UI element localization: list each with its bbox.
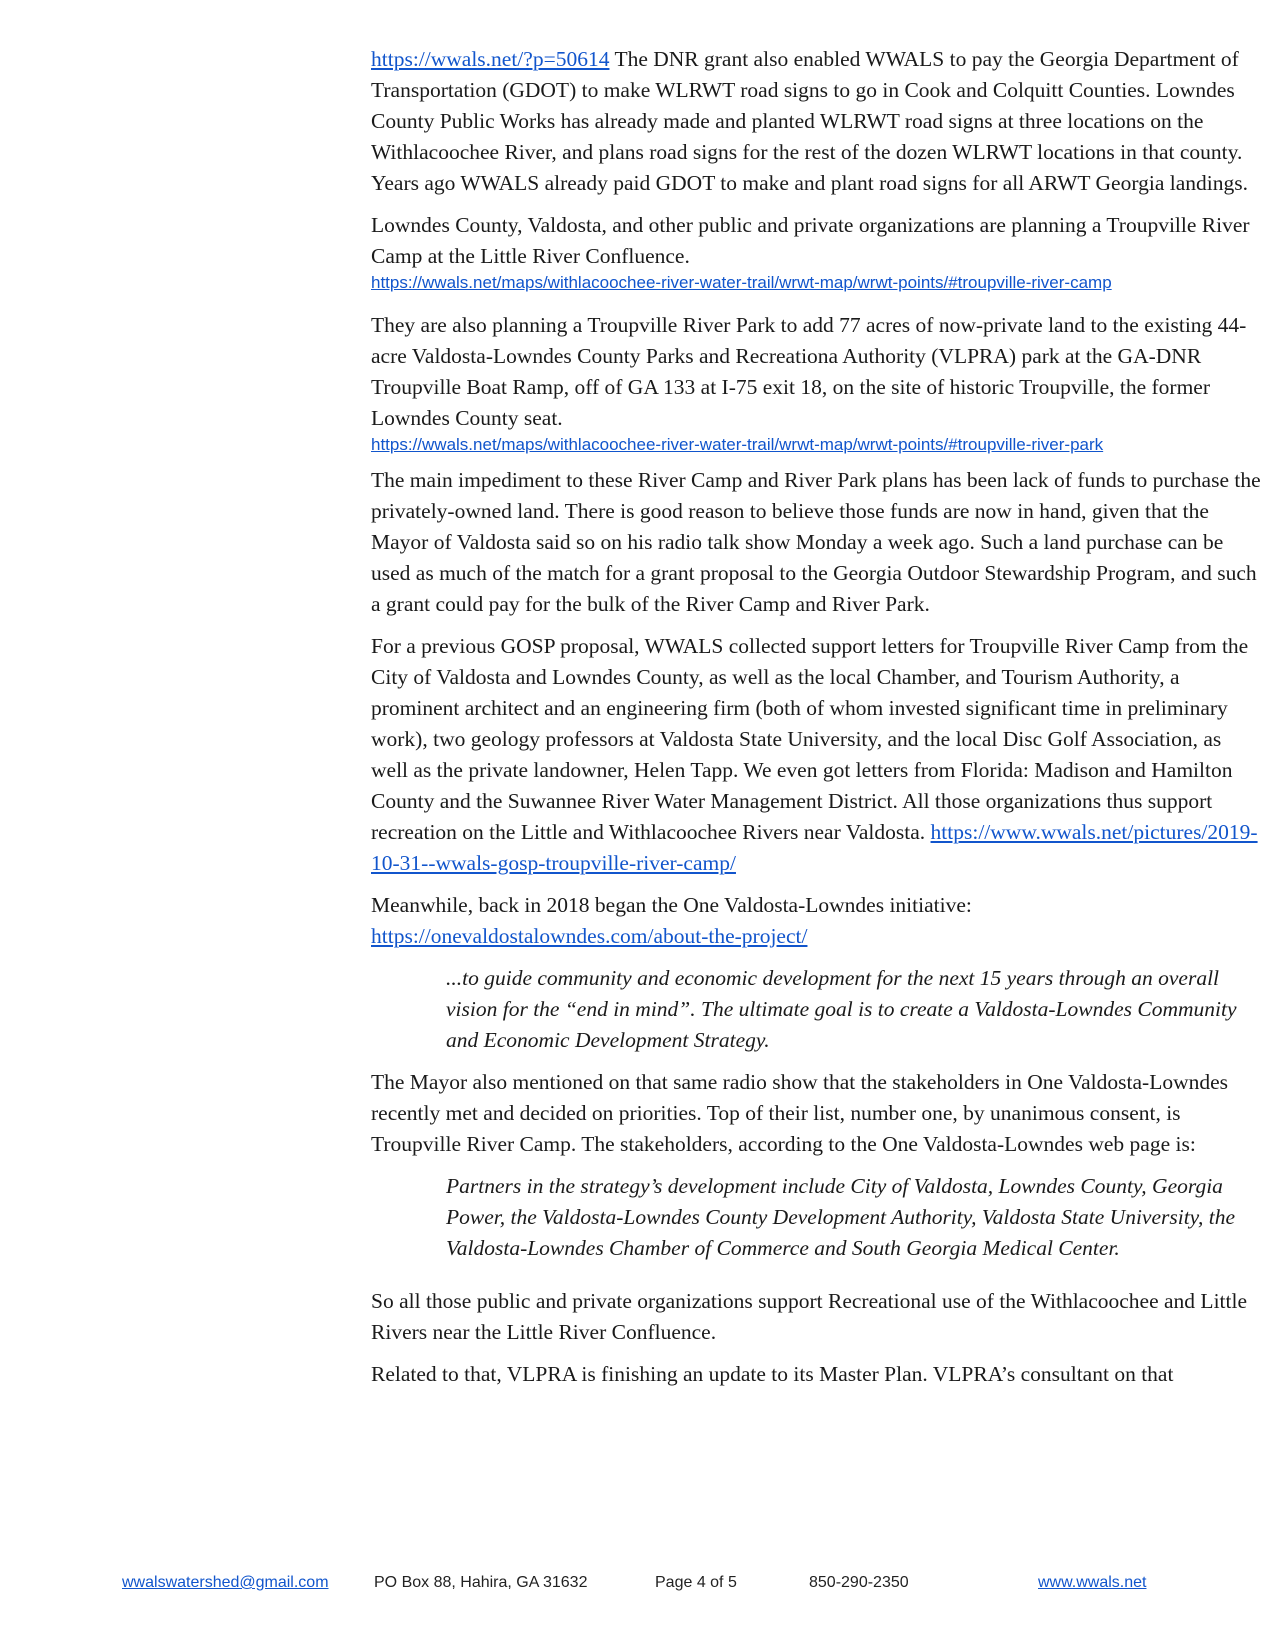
link-wwals-p50614[interactable]: https://wwals.net/?p=50614 — [371, 47, 610, 71]
link-gosp-troupville-pictures[interactable]: https://www.wwals.net/pictures/2019-10-31--wwals-gosp-troupville-river-camp/ — [371, 820, 1258, 875]
paragraph-gosp-proposal-text: For a previous GOSP proposal, WWALS collected support letters for Troupville River Camp from the City of Valdosta and Lowndes County, as well as the local Chamber, and Tourism Authority, a prominent architect and an engineering firm (both of whom invested significant time in preliminary work), two geology professors at Valdosta State University, and the local Disc Golf Association, as well as the private landowner, Helen Tapp. We even got letters from Florida: Madison and Hamilton County and the Suwannee River Water Management District. All those organizations thus support recreation on the Little and Withlacoochee Rivers near Valdosta. — [371, 634, 1249, 844]
quote-partners: Partners in the strategy’s development include City of Valdosta, Lowndes County, Georgia Power, the Valdosta-Lowndes County Development Authority, Valdosta State University, the Valdosta-Lowndes Chamber of Commerce and South Georgia Medical Center. — [446, 1174, 1236, 1260]
paragraph-master-plan: Related to that, VLPRA is finishing an update to its Master Plan. VLPRA’s consultant on that — [371, 1362, 1174, 1386]
paragraph-gosp-proposal — [371, 631, 1261, 879]
link-troupville-river-camp[interactable]: https://wwals.net/maps/withlacoochee-river-water-trail/wrwt-map/wrwt-points/#troupville-river-camp — [371, 273, 1112, 292]
paragraph-troupville-camp: Lowndes County, Valdosta, and other public and private organizations are planning a Troupville River Camp at the Little River Confluence. — [371, 213, 1250, 268]
paragraph-support-recreation: So all those public and private organizations support Recreational use of the Withlacoochee and Little Rivers near the Little River Confluence. — [371, 1289, 1247, 1344]
paragraph-one-valdosta-text: Meanwhile, back in 2018 began the One Valdosta-Lowndes initiative: — [371, 893, 972, 917]
footer-email-link[interactable]: wwalswatershed@gmail.com — [122, 1574, 329, 1591]
quote-one-valdosta-goal: ...to guide community and economic development for the next 15 years through an overall vision for the “end in mind”. The ultimate goal is to create a Valdosta-Lowndes Community and Economic Development Strategy. — [446, 966, 1237, 1052]
footer-website-link[interactable]: www.wwals.net — [1038, 1574, 1147, 1591]
footer-page-number: Page 4 of 5 — [655, 1574, 737, 1591]
footer-address: PO Box 88, Hahira, GA 31632 — [374, 1574, 588, 1591]
paragraph-main-impediment: The main impediment to these River Camp and River Park plans has been lack of funds to purchase the privately-owned land. There is good reason to believe those funds are now in hand, given that the Mayor of Valdosta said so on his radio talk show Monday a week ago. Such a land purchase can be used as much of the match for a grant proposal to the Georgia Outdoor Stewardship Program, and such a grant could pay for the bulk of the River Camp and River Park. — [371, 468, 1261, 616]
paragraph-stakeholders: The Mayor also mentioned on that same radio show that the stakeholders in One Valdosta-Lowndes recently met and decided on priorities. Top of their list, number one, by unanimous consent, is Troupville River Camp. The stakeholders, according to the One Valdosta-Lowndes web page is: — [371, 1070, 1229, 1156]
paragraph-dnr-grant-text: The DNR grant also enabled WWALS to pay the Georgia Department of Transportation (GDOT) to make WLRWT road signs to go in Cook and Colquitt Counties. Lowndes County Public Works has already made and planted WLRWT road signs at three locations on the Withlacoochee River, and plans road signs for the rest of the dozen WLRWT locations in that county. Years ago WWALS already paid GDOT to make and plant road signs for all ARWT Georgia landings. — [371, 47, 1248, 195]
link-troupville-river-park[interactable]: https://wwals.net/maps/withlacoochee-river-water-trail/wrwt-map/wrwt-points/#troupville-river-park — [371, 435, 1104, 454]
link-one-valdosta-about[interactable]: https://onevaldostalowndes.com/about-the-project/ — [371, 924, 808, 948]
footer-phone: 850-290-2350 — [809, 1574, 909, 1591]
paragraph-dnr-grant — [371, 44, 1261, 199]
paragraph-troupville-park: They are also planning a Troupville River Park to add 77 acres of now-private land to the existing 44-acre Valdosta-Lowndes County Parks and Recreationa Authority (VLPRA) park at the GA-DNR Troupville Boat Ramp, off of GA 133 at I-75 exit 18, on the site of historic Troupville, the former Lowndes County seat. — [371, 313, 1247, 430]
paragraph-one-valdosta — [371, 890, 1261, 952]
page-footer — [0, 1574, 1275, 1598]
document-body — [371, 44, 1261, 1401]
